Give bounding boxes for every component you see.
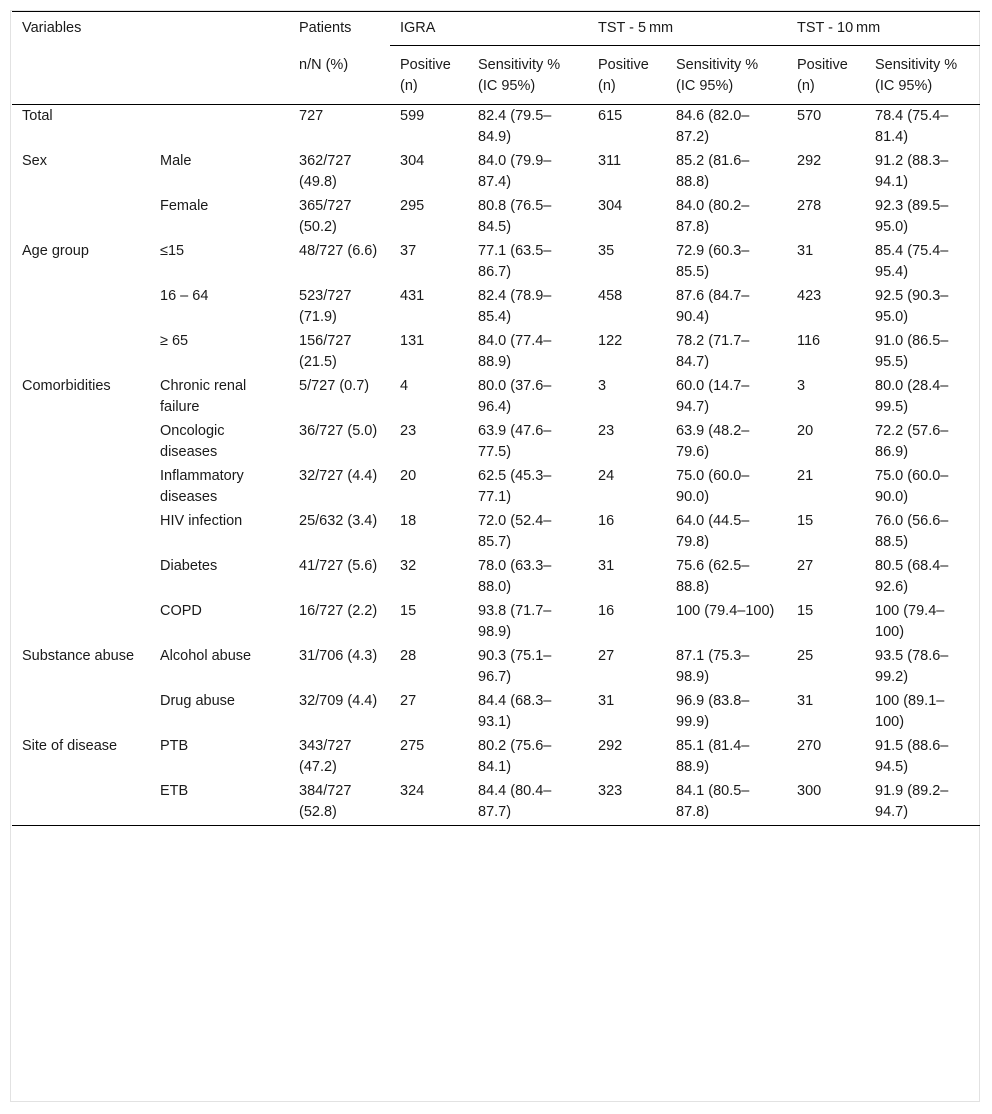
igra-sensitivity-cell: 93.8 (71.7–98.9) [478, 603, 552, 640]
table-row [12, 510, 980, 555]
tst10-sensitivity-cell: 72.2 (57.6–86.9) [875, 423, 949, 460]
patients-cell: 41/727 (5.6) [299, 558, 378, 574]
tst5-positive-cell: 31 [598, 693, 615, 709]
igra-sensitivity-cell: 80.2 (75.6–84.1) [478, 738, 552, 775]
igra-sensitivity-cell: 72.0 (52.4–85.7) [478, 513, 552, 550]
igra-positive-cell: 15 [400, 603, 417, 619]
tst5-positive-cell: 323 [588, 780, 666, 826]
tst10-positive-cell: 278 [797, 198, 822, 214]
table-row [12, 735, 980, 780]
tst5-sensitivity-cell: 60.0 (14.7–94.7) [676, 378, 750, 415]
table-row [12, 690, 980, 735]
subcategory-cell: ≥ 65 [160, 333, 189, 349]
header-tst5-sensitivity: Sensitivity % (IC 95%) [666, 46, 787, 105]
table-row [12, 555, 980, 600]
tst10-positive-cell: 300 [787, 780, 865, 826]
tst10-positive-cell: 31 [797, 243, 814, 259]
subcategory-cell: HIV infection [160, 513, 243, 529]
sensitivity-table [12, 11, 980, 826]
category-cell: Site of disease [22, 738, 118, 754]
igra-positive-cell: 599 [400, 108, 425, 124]
tst5-positive-cell: 35 [598, 243, 615, 259]
igra-sensitivity-cell: 63.9 (47.6–77.5) [478, 423, 552, 460]
tst5-positive-cell: 3 [598, 378, 607, 394]
igra-sensitivity-cell: 84.0 (79.9–87.4) [478, 153, 552, 190]
igra-positive-cell: 32 [400, 558, 417, 574]
igra-sensitivity-cell: 84.4 (80.4–87.7) [468, 780, 588, 826]
igra-sensitivity-cell: 82.4 (79.5–84.9) [478, 108, 552, 145]
tst5-sensitivity-cell: 75.0 (60.0–90.0) [676, 468, 750, 505]
header-patients-sub: n/N (%) [289, 46, 390, 105]
tst5-sensitivity-cell: 100 (79.4–100) [676, 603, 775, 619]
subcategory-cell: 16 – 64 [160, 288, 209, 304]
tst10-positive-cell: 292 [797, 153, 822, 169]
tst10-positive-cell: 116 [797, 333, 821, 349]
header-tst10-sensitivity: Sensitivity % (IC 95%) [865, 46, 980, 105]
tst10-sensitivity-cell: 80.5 (68.4–92.6) [875, 558, 949, 595]
tst5-sensitivity-cell: 87.6 (84.7–90.4) [676, 288, 750, 325]
header-igra-positive: Positive (n) [390, 46, 468, 105]
igra-positive-cell: 18 [400, 513, 417, 529]
tst10-sensitivity-cell: 75.0 (60.0–90.0) [875, 468, 949, 505]
subcategory-cell: PTB [160, 738, 189, 754]
tst10-sensitivity-cell: 80.0 (28.4–99.5) [875, 378, 949, 415]
tst5-sensitivity-cell: 84.6 (82.0–87.2) [676, 108, 750, 145]
category-cell [12, 690, 150, 735]
tst5-sensitivity-cell: 64.0 (44.5–79.8) [676, 513, 750, 550]
igra-positive-cell: 37 [400, 243, 417, 259]
table-row [12, 240, 980, 285]
tst10-sensitivity-cell: 92.5 (90.3–95.0) [875, 288, 949, 325]
tst10-positive-cell: 21 [797, 468, 814, 484]
tst10-sensitivity-cell: 100 (79.4–100) [875, 603, 945, 640]
patients-cell: 362/727 (49.8) [299, 153, 352, 190]
tst10-sensitivity-cell: 78.4 (75.4–81.4) [875, 108, 949, 145]
category-cell: Substance abuse [22, 648, 135, 664]
patients-cell: 343/727 (47.2) [299, 738, 352, 775]
tst5-sensitivity-cell: 85.1 (81.4–88.9) [676, 738, 750, 775]
igra-positive-cell: 131 [400, 333, 425, 349]
tst10-positive-cell: 27 [797, 558, 814, 574]
tst10-sensitivity-cell: 91.2 (88.3–94.1) [875, 153, 949, 190]
patients-cell: 32/709 (4.4) [299, 693, 378, 709]
tst10-positive-cell: 20 [797, 423, 814, 439]
category-cell [12, 780, 150, 826]
tst10-positive-cell: 31 [797, 693, 814, 709]
igra-positive-cell: 20 [400, 468, 417, 484]
header-igra-sensitivity: Sensitivity % (IC 95%) [468, 46, 588, 105]
category-cell: Total [22, 108, 53, 124]
patients-cell: 727 [299, 108, 324, 124]
subcategory-cell: Male [160, 153, 192, 169]
patients-cell: 156/727 (21.5) [299, 333, 352, 370]
header-tst10: TST - 10 mm [787, 11, 980, 46]
tst5-sensitivity-cell: 72.9 (60.3–85.5) [676, 243, 750, 280]
tst5-positive-cell: 31 [598, 558, 615, 574]
tst5-sensitivity-cell: 63.9 (48.2–79.6) [676, 423, 750, 460]
patients-cell: 523/727 (71.9) [299, 288, 352, 325]
tst10-sensitivity-cell: 91.5 (88.6–94.5) [875, 738, 949, 775]
subcategory-cell: Female [160, 198, 209, 214]
category-cell [12, 510, 150, 555]
igra-positive-cell: 27 [400, 693, 417, 709]
tst10-sensitivity-cell: 91.0 (86.5–95.5) [875, 333, 949, 370]
tst10-positive-cell: 15 [797, 513, 814, 529]
tst10-sensitivity-cell: 100 (89.1–100) [875, 693, 945, 730]
table-row [12, 600, 980, 645]
header-tst5: TST - 5 mm [588, 11, 787, 46]
tst5-positive-cell: 292 [598, 738, 623, 754]
subcategory-cell: ETB [150, 780, 289, 826]
subcategory-cell: Chronic renal failure [160, 378, 247, 415]
category-cell [12, 330, 150, 375]
igra-sensitivity-cell: 77.1 (63.5–86.7) [478, 243, 552, 280]
tst10-positive-cell: 3 [797, 378, 806, 394]
table-row [12, 330, 980, 375]
igra-sensitivity-cell: 80.8 (76.5–84.5) [478, 198, 552, 235]
tst10-positive-cell: 570 [797, 108, 822, 124]
header-tst5-positive: Positive (n) [588, 46, 666, 105]
igra-positive-cell: 304 [400, 153, 425, 169]
tst10-sensitivity-cell: 92.3 (89.5–95.0) [875, 198, 949, 235]
header-variables: Variables [12, 11, 150, 105]
tst5-sensitivity-cell: 75.6 (62.5–88.8) [676, 558, 750, 595]
tst5-positive-cell: 304 [598, 198, 623, 214]
tst10-positive-cell: 423 [797, 288, 822, 304]
table-row [12, 195, 980, 240]
patients-cell: 5/727 (0.7) [299, 378, 370, 394]
igra-positive-cell: 4 [400, 378, 409, 394]
table-row [12, 375, 980, 420]
category-cell [12, 420, 150, 465]
tst10-sensitivity-cell: 76.0 (56.6–88.5) [875, 513, 949, 550]
tst10-sensitivity-cell: 85.4 (75.4–95.4) [875, 243, 949, 280]
subcategory-cell: Inflammatory diseases [160, 468, 244, 505]
igra-positive-cell: 295 [400, 198, 425, 214]
patients-cell: 31/706 (4.3) [299, 648, 378, 664]
tst10-positive-cell: 270 [797, 738, 822, 754]
tst5-positive-cell: 23 [598, 423, 615, 439]
tst5-positive-cell: 27 [598, 648, 615, 664]
tst5-sensitivity-cell: 85.2 (81.6–88.8) [676, 153, 750, 190]
category-cell: Comorbidities [22, 378, 111, 394]
category-cell [12, 465, 150, 510]
subcategory-cell: COPD [160, 603, 202, 619]
tst5-positive-cell: 122 [598, 333, 623, 349]
tst5-positive-cell: 16 [598, 513, 615, 529]
igra-positive-cell: 324 [390, 780, 468, 826]
subcategory-cell: Oncologic diseases [160, 423, 225, 460]
patients-cell: 384/727 (52.8) [289, 780, 390, 826]
tst10-sensitivity-cell: 93.5 (78.6–99.2) [875, 648, 949, 685]
category-cell [12, 285, 150, 330]
category-cell: Sex [22, 153, 47, 169]
header-blank [150, 11, 289, 105]
igra-positive-cell: 28 [400, 648, 417, 664]
tst5-sensitivity-cell: 96.9 (83.8–99.9) [676, 693, 750, 730]
subcategory-cell: Diabetes [160, 558, 218, 574]
igra-sensitivity-cell: 78.0 (63.3–88.0) [478, 558, 552, 595]
tst5-positive-cell: 615 [598, 108, 623, 124]
category-cell [12, 600, 150, 645]
category-cell: Age group [22, 243, 89, 259]
patients-cell: 16/727 (2.2) [299, 603, 378, 619]
igra-sensitivity-cell: 62.5 (45.3–77.1) [478, 468, 552, 505]
igra-sensitivity-cell: 84.4 (68.3–93.1) [478, 693, 552, 730]
category-cell [12, 555, 150, 600]
igra-positive-cell: 275 [400, 738, 425, 754]
table-row [12, 105, 980, 151]
tst5-sensitivity-cell: 84.0 (80.2–87.8) [676, 198, 750, 235]
category-cell [12, 195, 150, 240]
tst5-sensitivity-cell: 78.2 (71.7–84.7) [676, 333, 750, 370]
patients-cell: 32/727 (4.4) [299, 468, 378, 484]
tst5-positive-cell: 24 [598, 468, 615, 484]
subcategory-cell: ≤15 [160, 243, 185, 259]
tst10-positive-cell: 25 [797, 648, 814, 664]
tst5-sensitivity-cell: 84.1 (80.5–87.8) [666, 780, 787, 826]
table-row [12, 150, 980, 195]
tst10-positive-cell: 15 [797, 603, 814, 619]
table-row [12, 420, 980, 465]
tst5-positive-cell: 458 [598, 288, 623, 304]
tst5-positive-cell: 16 [598, 603, 615, 619]
table-row [12, 645, 980, 690]
header-patients: Patients [299, 20, 352, 36]
header-igra: IGRA [390, 11, 588, 46]
patients-cell: 48/727 (6.6) [299, 243, 378, 259]
subcategory-cell [150, 105, 289, 151]
patients-cell: 25/632 (3.4) [299, 513, 378, 529]
subcategory-cell: Alcohol abuse [160, 648, 252, 664]
igra-sensitivity-cell: 80.0 (37.6–96.4) [478, 378, 552, 415]
igra-positive-cell: 23 [400, 423, 417, 439]
tst5-positive-cell: 311 [598, 153, 622, 169]
header-tst10-positive: Positive (n) [787, 46, 865, 105]
tst10-sensitivity-cell: 91.9 (89.2–94.7) [865, 780, 980, 826]
igra-positive-cell: 431 [400, 288, 425, 304]
patients-cell: 365/727 (50.2) [299, 198, 352, 235]
subcategory-cell: Drug abuse [160, 693, 235, 709]
igra-sensitivity-cell: 90.3 (75.1–96.7) [478, 648, 552, 685]
table-row [12, 780, 980, 826]
table-row [12, 285, 980, 330]
igra-sensitivity-cell: 84.0 (77.4–88.9) [478, 333, 552, 370]
igra-sensitivity-cell: 82.4 (78.9–85.4) [478, 288, 552, 325]
tst5-sensitivity-cell: 87.1 (75.3–98.9) [676, 648, 750, 685]
patients-cell: 36/727 (5.0) [299, 423, 378, 439]
table-row [12, 465, 980, 510]
